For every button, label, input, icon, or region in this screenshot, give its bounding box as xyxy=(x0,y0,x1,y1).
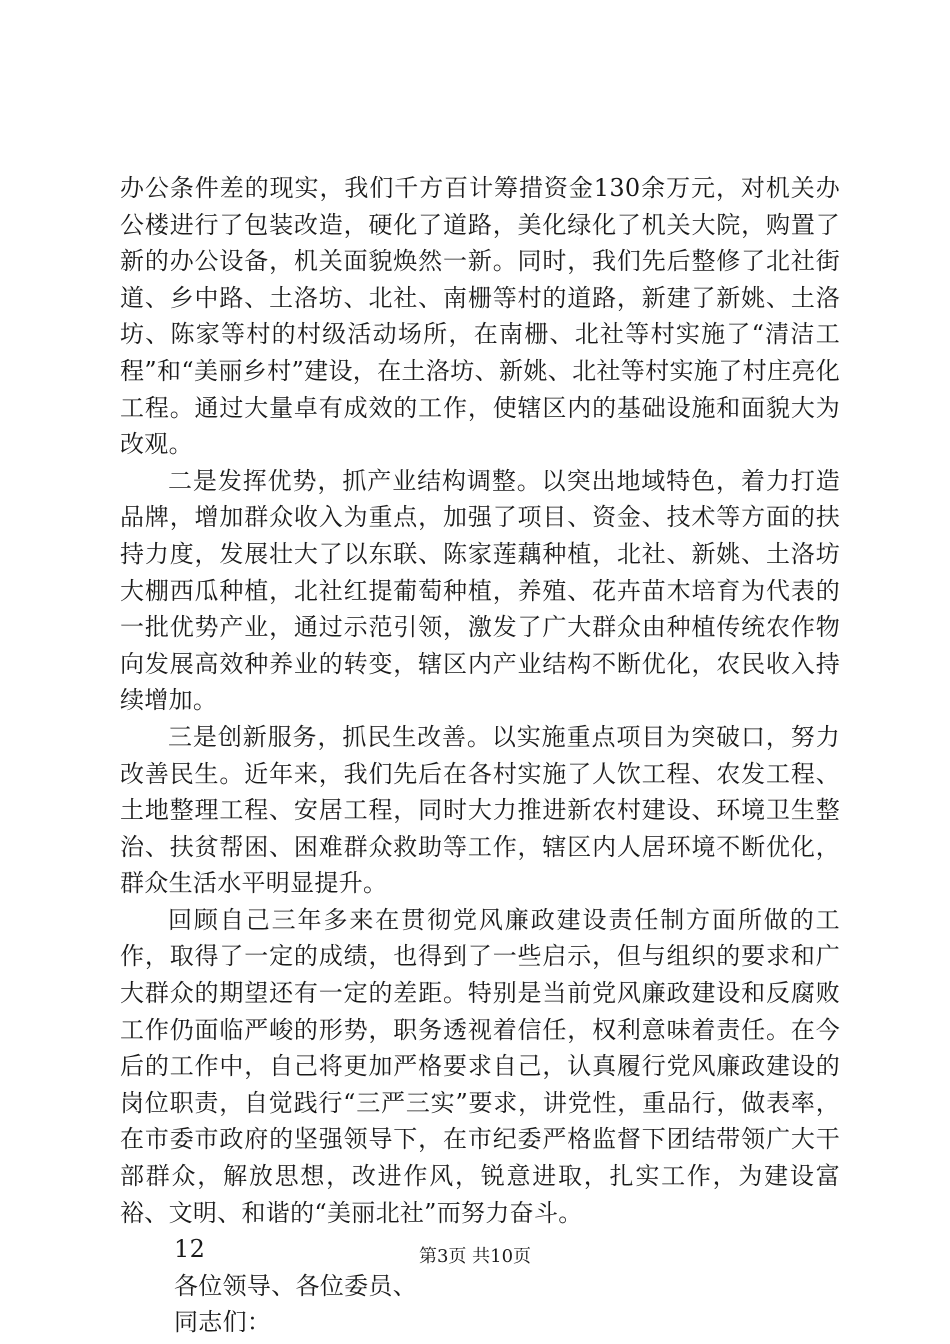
page-footer: 第3页 共10页 xyxy=(418,1246,532,1267)
line-number: 12 xyxy=(174,1235,206,1264)
paragraph-1: 办公条件差的现实，我们千方百计筹措资金130余万元，对机关办公楼进行了包装改造，硬化了道路，美化绿化了机关大院，购置了新的办公设备，机关面貌焕然一新。同时，我们先后整修了北社街道、乡中路、土洛坊、北社、南栅等村的道路，新建了新姚、土洛坊、陈家等村的村级活动场所，在南栅、北社等村实施了“清洁工程”和“美丽乡村”建设，在土洛坊、新姚、北社等村实施了村庄亮化工程。通过大量卓有成效的工作，使辖区内的基础设施和面貌大为改观。 xyxy=(120,174,840,459)
document-body xyxy=(120,170,840,1341)
paragraph-3: 三是创新服务，抓民生改善。以实施重点项目为突破口，努力改善民生。近年来，我们先后在各村实施了人饮工程、农发工程、土地整理工程、安居工程，同时大力推进新农村建设、环境卫生整治、扶贫帮困、困难群众救助等工作，辖区内人居环境不断优化，群众生活水平明显提升。 xyxy=(120,722,840,898)
salutation-line-2: 同志们： xyxy=(174,1308,272,1337)
paragraph-2: 二是发挥优势，抓产业结构调整。以突出地域特色，着力打造品牌，增加群众收入为重点，加强了项目、资金、技术等方面的扶持力度，发展壮大了以东联、陈家莲藕种植，北社、新姚、土洛坊大棚西瓜种植，北社红提葡萄种植，养殖、花卉苗木培育为代表的一批优势产业，通过示范引领，激发了广大群众由种植传统农作物向发展高效种养业的转变，辖区内产业结构不断优化，农民收入持续增加。 xyxy=(120,466,840,715)
paragraph-4: 回顾自己三年多来在贯彻党风廉政建设责任制方面所做的工作，取得了一定的成绩，也得到了一些启示，但与组织的要求和广大群众的期望还有一定的差距。特别是当前党风廉政建设和反腐败工作仍面临严峻的形势，职务透视着信任，权利意味着责任。在今后的工作中，自己将更加严格要求自己，认真履行党风廉政建设的岗位职责，自觉践行“三严三实”要求，讲党性，重品行，做表率，在市委市政府的坚强领导下，在市纪委严格监督下团结带领广大干部群众，解放思想，改进作风，锐意进取，扎实工作，为建设富裕、文明、和谐的“美丽北社”而努力奋斗。 xyxy=(120,905,840,1227)
salutation-line-1: 各位领导、各位委员、 xyxy=(174,1271,417,1300)
